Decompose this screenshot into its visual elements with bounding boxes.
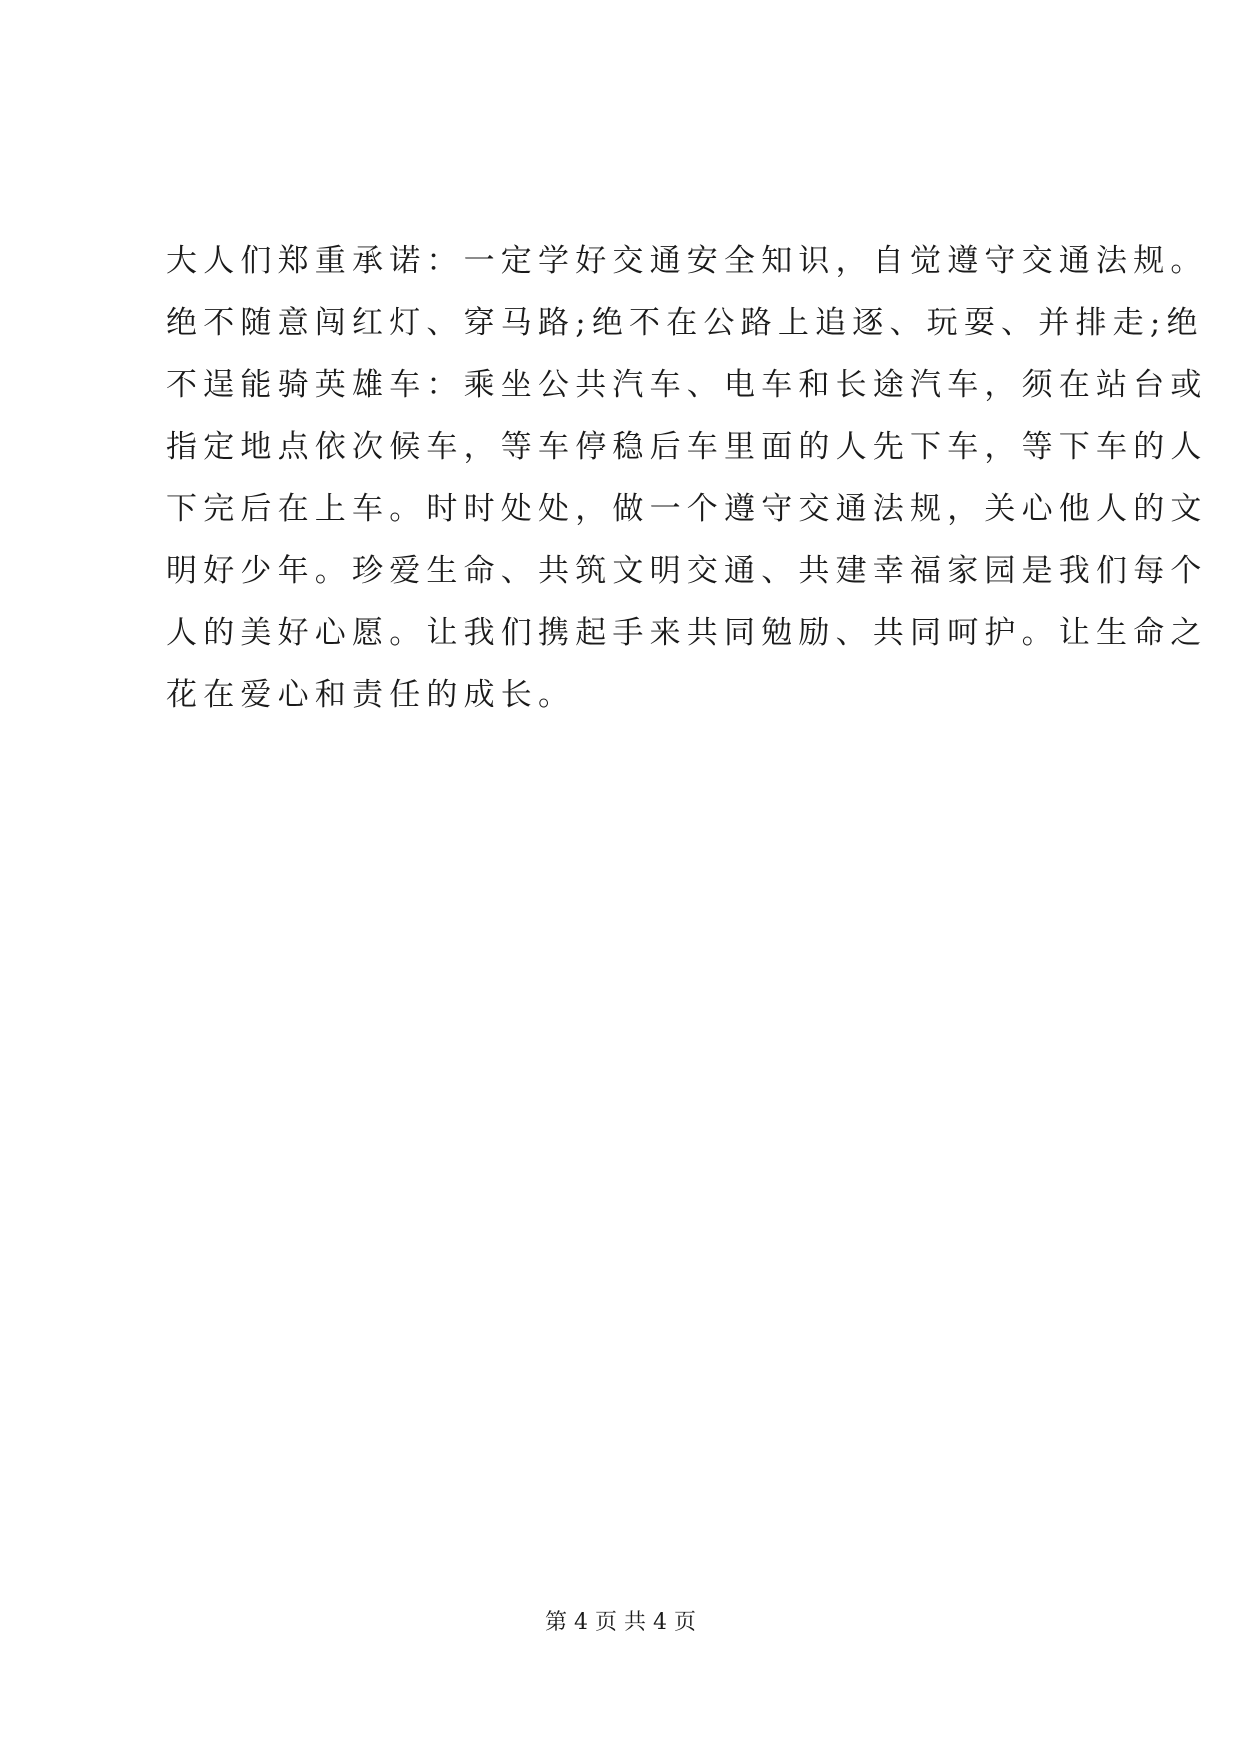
text-line: 明好少年。珍爱生命、共筑文明交通、共建幸福家园是我们每个 — [166, 553, 1208, 589]
text-line: 下完后在上车。时时处处，做一个遵守交通法规，关心他人的文 — [166, 491, 1208, 527]
text-line: 指定地点依次候车，等车停稳后车里面的人先下车，等下车的人 — [166, 429, 1208, 465]
body-paragraph — [166, 230, 1208, 726]
page-number: 第 4 页 共 4 页 — [545, 1610, 696, 1635]
text-line: 大人们郑重承诺：一定学好交通安全知识，自觉遵守交通法规。 — [166, 243, 1208, 279]
text-line: 不逞能骑英雄车：乘坐公共汽车、电车和长途汽车，须在站台或 — [166, 367, 1208, 403]
page-footer — [0, 1608, 1241, 1638]
text-line: 绝不随意闯红灯、穿马路;绝不在公路上追逐、玩耍、并排走;绝 — [166, 305, 1204, 341]
text-line: 花在爱心和责任的成长。 — [166, 677, 576, 713]
text-line: 人的美好心愿。让我们携起手来共同勉励、共同呵护。让生命之 — [166, 615, 1208, 651]
